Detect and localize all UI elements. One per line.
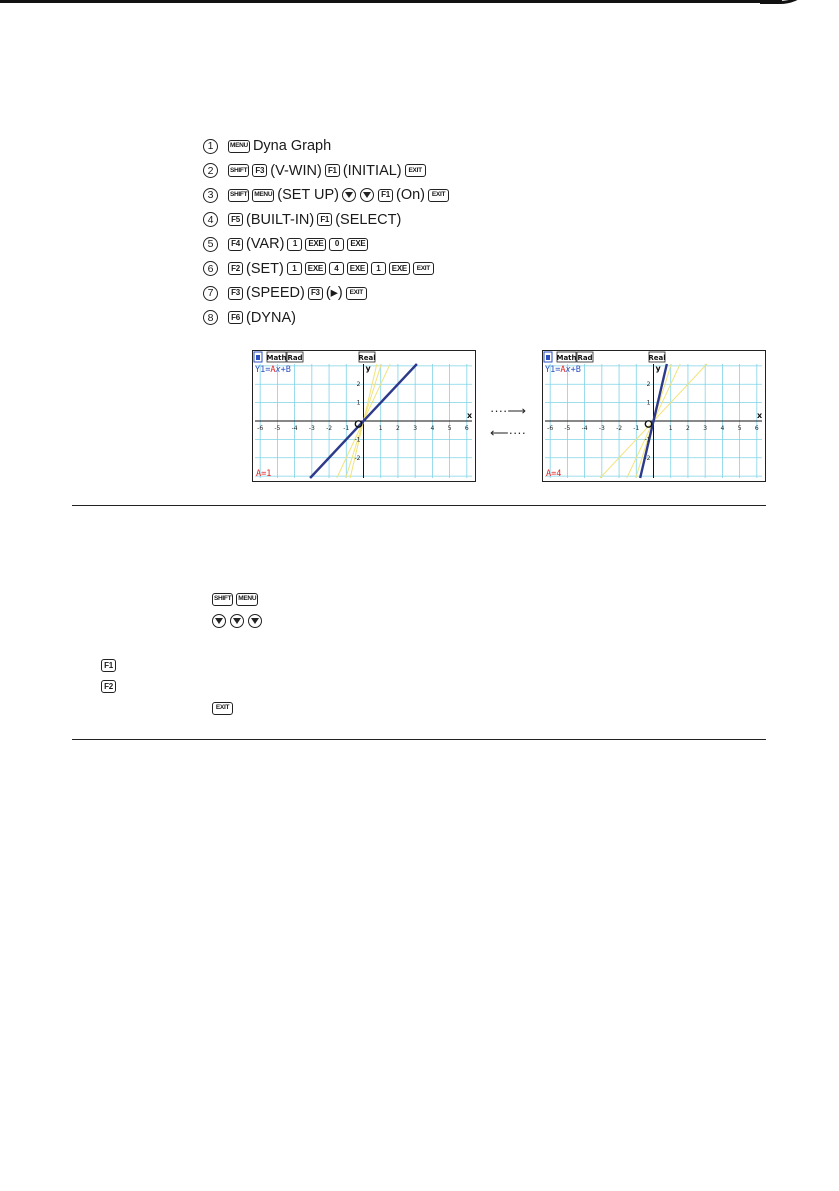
battery-level [546,355,550,360]
x-tick-label: -3 [308,425,315,432]
x-tick-label: -3 [598,425,605,432]
keys-f2 [101,680,119,693]
y-axis-label: y [655,364,661,373]
x-tick-label: -4 [581,425,588,432]
y-tick-label: 2 [356,381,361,389]
f1-key: F1 [378,189,393,202]
x-tick-label: 3 [703,425,708,432]
step-7 [203,281,452,306]
expr-expr_a: A [270,365,276,375]
shift-key: SHIFT [228,164,249,177]
step-2 [203,159,452,184]
status-rad: Rad [577,354,593,362]
procedure-steps [203,134,452,330]
expr-expr_x: x [275,365,281,375]
keys-down-arrows [212,614,266,628]
step-number: 1 [203,139,218,154]
exe-key: EXE [347,238,368,251]
x-tick-label: 5 [447,425,452,432]
exit-key: EXIT [413,262,434,275]
f3-key: F3 [228,287,243,300]
step-1 [203,134,452,159]
down-arrow-key [230,614,244,628]
keys-f1 [101,659,119,672]
step-text: Dyna Graph [252,138,332,155]
y-axis-label: y [365,364,371,373]
shift-key: SHIFT [212,593,233,606]
x-tick-label: -1 [633,425,640,432]
expr-expr_rest: +B [570,365,581,375]
expr-func: Y1= [255,365,271,375]
graph-svg [543,351,764,480]
status-rad: Rad [287,354,303,362]
4-key: 4 [329,262,344,275]
step-4 [203,208,452,233]
expr-expr_rest: +B [280,365,291,375]
exit-key: EXIT [428,189,449,202]
f2-key: F2 [228,262,243,275]
step-text: (▸) [325,285,343,302]
x-tick-label: 1 [668,425,673,432]
step-3 [203,183,452,208]
step-number: 4 [203,212,218,227]
1-key: 1 [371,262,386,275]
step-number: 6 [203,261,218,276]
x-tick-label: -6 [547,425,554,432]
x-tick-label: 3 [413,425,418,432]
x-tick-label: 6 [464,425,469,432]
keys-exit [212,702,236,715]
x-tick-label: 5 [737,425,742,432]
f5-key: F5 [228,213,243,226]
battery-level [256,355,260,360]
step-text: (SELECT) [335,211,402,228]
keys-shift-menu [212,593,261,606]
expr-expr_x: x [565,365,571,375]
parameter-value: A=1 [256,469,272,479]
back-arrow: ⟵···· [490,425,526,440]
exe-key: EXE [305,238,326,251]
x-tick-label: 1 [378,425,383,432]
x-tick-label: 4 [720,425,725,432]
step-text: (INITIAL) [342,162,402,179]
calculator-screen-a4 [542,350,766,482]
section-rule-top [72,505,766,506]
expr-func: Y1= [545,365,561,375]
x-tick-label: -2 [326,425,333,432]
status-real: Real [648,354,666,362]
status-math: Math [266,354,287,362]
x-axis-label: x [757,411,763,420]
0-key: 0 [329,238,344,251]
y-tick-label: 1 [356,399,361,407]
forward-arrow: ····⟶ [490,403,526,418]
step-number: 2 [203,163,218,178]
expr-expr_a: A [560,365,566,375]
menu-key: MENU [236,593,258,606]
x-tick-label: 2 [686,425,690,432]
exe-key: EXE [389,262,410,275]
step-text: (SET UP) [277,187,340,204]
step-8 [203,306,452,331]
y-tick-label: -2 [644,454,651,462]
step-text: (VAR) [246,236,285,253]
x-tick-label: -6 [257,425,264,432]
down-arrow-key [360,188,374,202]
function-expression [545,365,581,375]
menu-key: MENU [252,189,274,202]
x-tick-label: -5 [274,425,281,432]
1-key: 1 [287,238,302,251]
step-5 [203,232,452,257]
step-text: (SPEED) [246,285,305,302]
exit-key: EXIT [212,702,233,715]
page-edge-arc [760,0,820,4]
x-tick-label: 4 [430,425,435,432]
y-tick-label: -1 [354,436,361,444]
step-text: (On) [396,187,426,204]
step-number: 7 [203,286,218,301]
f3-key: F3 [252,164,267,177]
step-number: 5 [203,237,218,252]
parameter-value: A=4 [546,469,562,479]
section-rule-bottom [72,739,766,740]
function-expression [255,365,291,375]
f6-key: F6 [228,311,243,324]
exit-key: EXIT [346,287,367,300]
f3-key: F3 [308,287,323,300]
step-number: 3 [203,188,218,203]
step-6 [203,257,452,282]
down-arrow-key [248,614,262,628]
1-key: 1 [287,262,302,275]
graph-svg [253,351,474,480]
step-text: (SET) [246,260,284,277]
exit-key: EXIT [405,164,426,177]
exe-key: EXE [305,262,326,275]
f1-key: F1 [317,213,332,226]
x-tick-label: -4 [291,425,298,432]
x-tick-label: -5 [564,425,571,432]
menu-key: MENU [228,140,250,153]
x-tick-label: 6 [754,425,759,432]
status-real: Real [358,354,376,362]
step-number: 8 [203,310,218,325]
y-tick-label: 2 [646,381,651,389]
step-text: (DYNA) [246,309,296,326]
y-tick-label: -1 [644,436,651,444]
status-math: Math [556,354,577,362]
x-tick-label: -1 [343,425,350,432]
shift-key: SHIFT [228,189,249,202]
top-rule [0,0,782,3]
f1-key: F1 [325,164,340,177]
y-tick-label: -2 [354,454,361,462]
down-arrow-key [212,614,226,628]
step-text: (BUILT-IN) [246,211,315,228]
x-axis-label: x [467,411,473,420]
exe-key: EXE [347,262,368,275]
x-tick-label: 2 [396,425,400,432]
x-tick-label: -2 [616,425,623,432]
y-tick-label: 1 [646,399,651,407]
calculator-screen-a1 [252,350,476,482]
transition-arrows [490,400,526,444]
f2-key: F2 [101,680,116,693]
step-text: (V-WIN) [270,162,322,179]
f4-key: F4 [228,238,243,251]
f1-key: F1 [101,659,116,672]
down-arrow-key [342,188,356,202]
